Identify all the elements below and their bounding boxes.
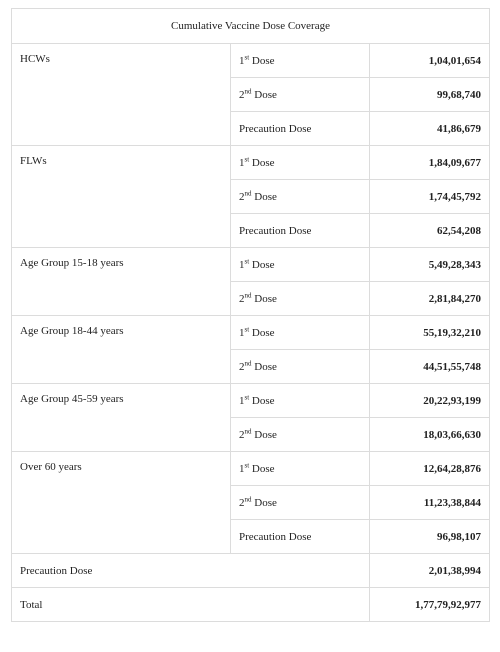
dose-number: 2 (239, 190, 245, 203)
dose-label (231, 350, 370, 384)
dose-text: Dose (251, 496, 277, 509)
dose-ordinal-suffix: nd (244, 290, 252, 299)
dose-number: 2 (239, 292, 245, 305)
dose-ordinal-suffix: st (244, 256, 250, 265)
dose-label (231, 44, 370, 78)
dose-number: 1 (239, 156, 245, 169)
dose-label (231, 180, 370, 214)
dose-count: 1,84,09,677 (370, 146, 490, 180)
group-label: Age Group 45-59 years (12, 384, 231, 452)
dose-text: Dose (251, 292, 277, 305)
vaccine-coverage-table (11, 8, 490, 622)
dose-label (231, 316, 370, 350)
dose-number: 2 (239, 496, 245, 509)
dose-count: 5,49,28,343 (370, 248, 490, 282)
dose-text: Dose (251, 88, 277, 101)
dose-label (231, 78, 370, 112)
dose-text: Dose (251, 360, 277, 373)
table-row (12, 44, 490, 78)
dose-text: Dose (251, 190, 277, 203)
dose-count: 1,74,45,792 (370, 180, 490, 214)
dose-label (231, 112, 370, 146)
dose-text: Precaution Dose (239, 122, 312, 135)
grand-total-label: Total (12, 588, 370, 622)
vaccine-coverage-table-container (11, 8, 489, 622)
dose-label (231, 418, 370, 452)
dose-label (231, 384, 370, 418)
dose-count: 44,51,55,748 (370, 350, 490, 384)
precaution-total-label: Precaution Dose (12, 554, 370, 588)
dose-ordinal-suffix: st (244, 460, 250, 469)
dose-text: Precaution Dose (239, 224, 312, 237)
dose-label (231, 248, 370, 282)
grand-total-row (12, 588, 490, 622)
dose-count: 62,54,208 (370, 214, 490, 248)
dose-count: 18,03,66,630 (370, 418, 490, 452)
dose-text: Dose (251, 428, 277, 441)
dose-count: 96,98,107 (370, 520, 490, 554)
dose-number: 1 (239, 54, 245, 67)
dose-number: 1 (239, 258, 245, 271)
dose-text: Precaution Dose (239, 530, 312, 543)
dose-label (231, 214, 370, 248)
dose-text: Dose (249, 326, 275, 339)
dose-ordinal-suffix: st (244, 324, 250, 333)
group-label: HCWs (12, 44, 231, 146)
group-label: Over 60 years (12, 452, 231, 554)
table-row (12, 452, 490, 486)
dose-label (231, 452, 370, 486)
dose-count: 2,81,84,270 (370, 282, 490, 316)
dose-label (231, 282, 370, 316)
table-row (12, 146, 490, 180)
dose-count: 1,04,01,654 (370, 44, 490, 78)
dose-number: 2 (239, 428, 245, 441)
dose-number: 1 (239, 326, 245, 339)
dose-ordinal-suffix: nd (244, 188, 252, 197)
dose-number: 2 (239, 88, 245, 101)
table-row (12, 248, 490, 282)
dose-number: 1 (239, 462, 245, 475)
group-label: Age Group 15-18 years (12, 248, 231, 316)
dose-text: Dose (249, 258, 275, 271)
table-title-row (12, 9, 490, 44)
table-title: Cumulative Vaccine Dose Coverage (12, 9, 490, 44)
dose-number: 1 (239, 394, 245, 407)
dose-count: 11,23,38,844 (370, 486, 490, 520)
table-row (12, 384, 490, 418)
dose-text: Dose (249, 156, 275, 169)
dose-ordinal-suffix: st (244, 154, 250, 163)
precaution-total-row (12, 554, 490, 588)
dose-number: 2 (239, 360, 245, 373)
dose-ordinal-suffix: nd (244, 358, 252, 367)
grand-total-value: 1,77,79,92,977 (370, 588, 490, 622)
dose-count: 99,68,740 (370, 78, 490, 112)
dose-ordinal-suffix: nd (244, 494, 252, 503)
dose-label (231, 146, 370, 180)
table-row (12, 316, 490, 350)
dose-text: Dose (249, 462, 275, 475)
dose-label (231, 520, 370, 554)
group-label: FLWs (12, 146, 231, 248)
dose-ordinal-suffix: st (244, 392, 250, 401)
dose-count: 12,64,28,876 (370, 452, 490, 486)
dose-ordinal-suffix: nd (244, 426, 252, 435)
dose-count: 55,19,32,210 (370, 316, 490, 350)
dose-label (231, 486, 370, 520)
dose-ordinal-suffix: st (244, 52, 250, 61)
group-label: Age Group 18-44 years (12, 316, 231, 384)
dose-count: 41,86,679 (370, 112, 490, 146)
dose-text: Dose (249, 394, 275, 407)
dose-ordinal-suffix: nd (244, 86, 252, 95)
precaution-total-value: 2,01,38,994 (370, 554, 490, 588)
dose-text: Dose (249, 54, 275, 67)
dose-count: 20,22,93,199 (370, 384, 490, 418)
